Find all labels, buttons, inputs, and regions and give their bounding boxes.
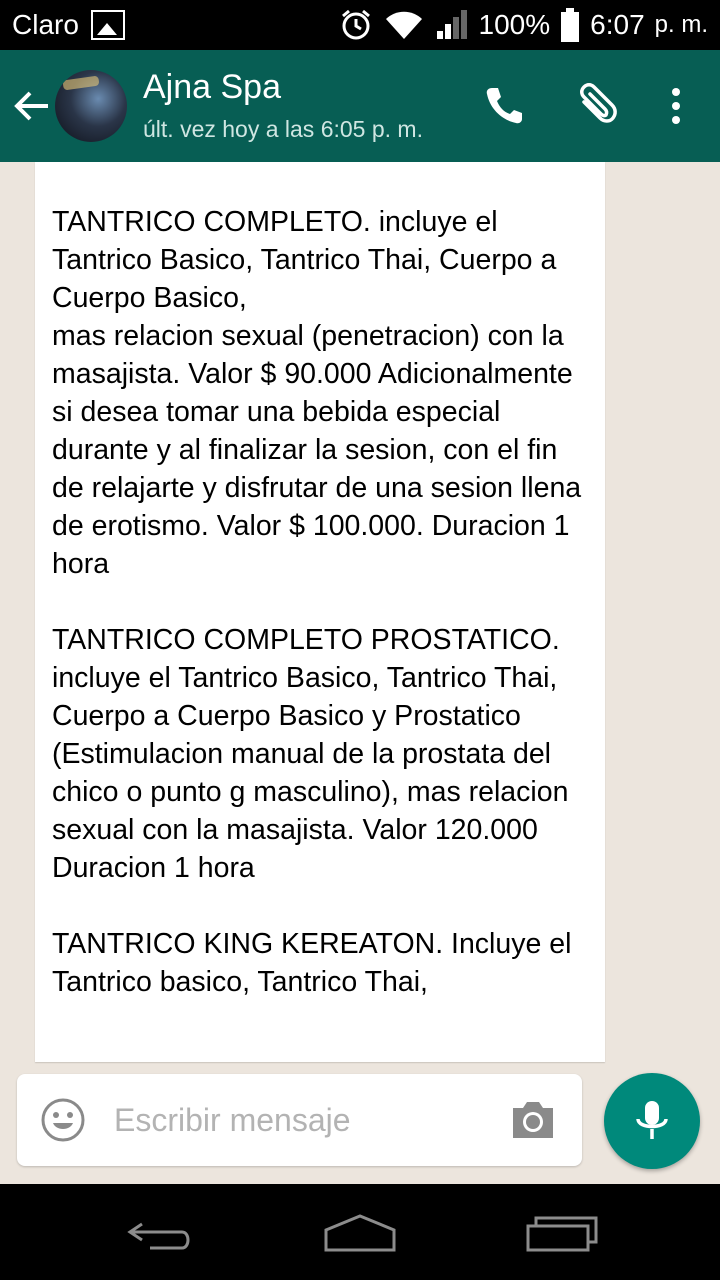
message-composer[interactable]	[17, 1074, 582, 1166]
clock-time: 6:07	[590, 9, 645, 40]
nav-back-icon[interactable]	[120, 1212, 200, 1256]
nav-recents-icon[interactable]	[522, 1212, 602, 1256]
emoji-icon[interactable]	[40, 1097, 86, 1143]
status-bar	[0, 0, 720, 50]
message-text: TANTRICO COMPLETO. incluye el Tantrico Basico, Tantrico Thai, Cuerpo a Cuerpo Basico, mas relacion sexual (penetracion) con la masajista. Valor $ 90.000 Adicionalmente si desea tomar una bebida especial durante y al finalizar la sesion, con el fin de relajarte y disfrutar de una sesion llena de erotismo. Valor $ 100.000. Duracion 1 hora TANTRICO COMPLETO PROSTATICO. incluye el Tantrico Basico, Tantrico Thai, Cuerpo a Cuerpo Basico y Prostatico (Estimulacion manual de la prostata del chico o punto g masculino), mas relacion sexual con la masajista. Valor 120.000 Duracion 1 hora TANTRICO KING KEREATON. Incluye el Tantrico basico, Tantrico Thai,	[52, 206, 582, 998]
nav-home-icon[interactable]	[320, 1212, 400, 1256]
mic-button[interactable]	[604, 1073, 700, 1169]
message-bubble[interactable]	[35, 162, 605, 1062]
system-nav-bar	[0, 1184, 720, 1280]
battery-icon	[560, 8, 580, 42]
alarm-icon	[339, 8, 373, 42]
wifi-icon	[383, 9, 425, 41]
last-seen-status: últ. vez hoy a las 6:05 p. m.	[143, 116, 423, 142]
chat-area[interactable]	[0, 162, 720, 1184]
camera-icon[interactable]	[509, 1098, 557, 1142]
phone-icon[interactable]	[478, 80, 530, 132]
carrier-label: Claro	[12, 9, 79, 40]
contact-name[interactable]: Ajna Spa	[143, 68, 281, 106]
message-input[interactable]: Escribir mensaje	[114, 1102, 351, 1138]
more-options-icon[interactable]	[650, 80, 702, 132]
avatar[interactable]	[55, 70, 127, 142]
chat-header	[0, 50, 720, 162]
battery-percent: 100%	[478, 9, 551, 40]
gallery-notification-icon	[91, 10, 125, 40]
signal-icon	[435, 9, 469, 41]
clock-ampm: p. m.	[654, 11, 708, 38]
back-arrow-icon[interactable]	[10, 84, 54, 128]
status-icons	[339, 0, 708, 50]
microphone-icon	[632, 1099, 672, 1143]
paperclip-icon[interactable]	[570, 80, 622, 132]
